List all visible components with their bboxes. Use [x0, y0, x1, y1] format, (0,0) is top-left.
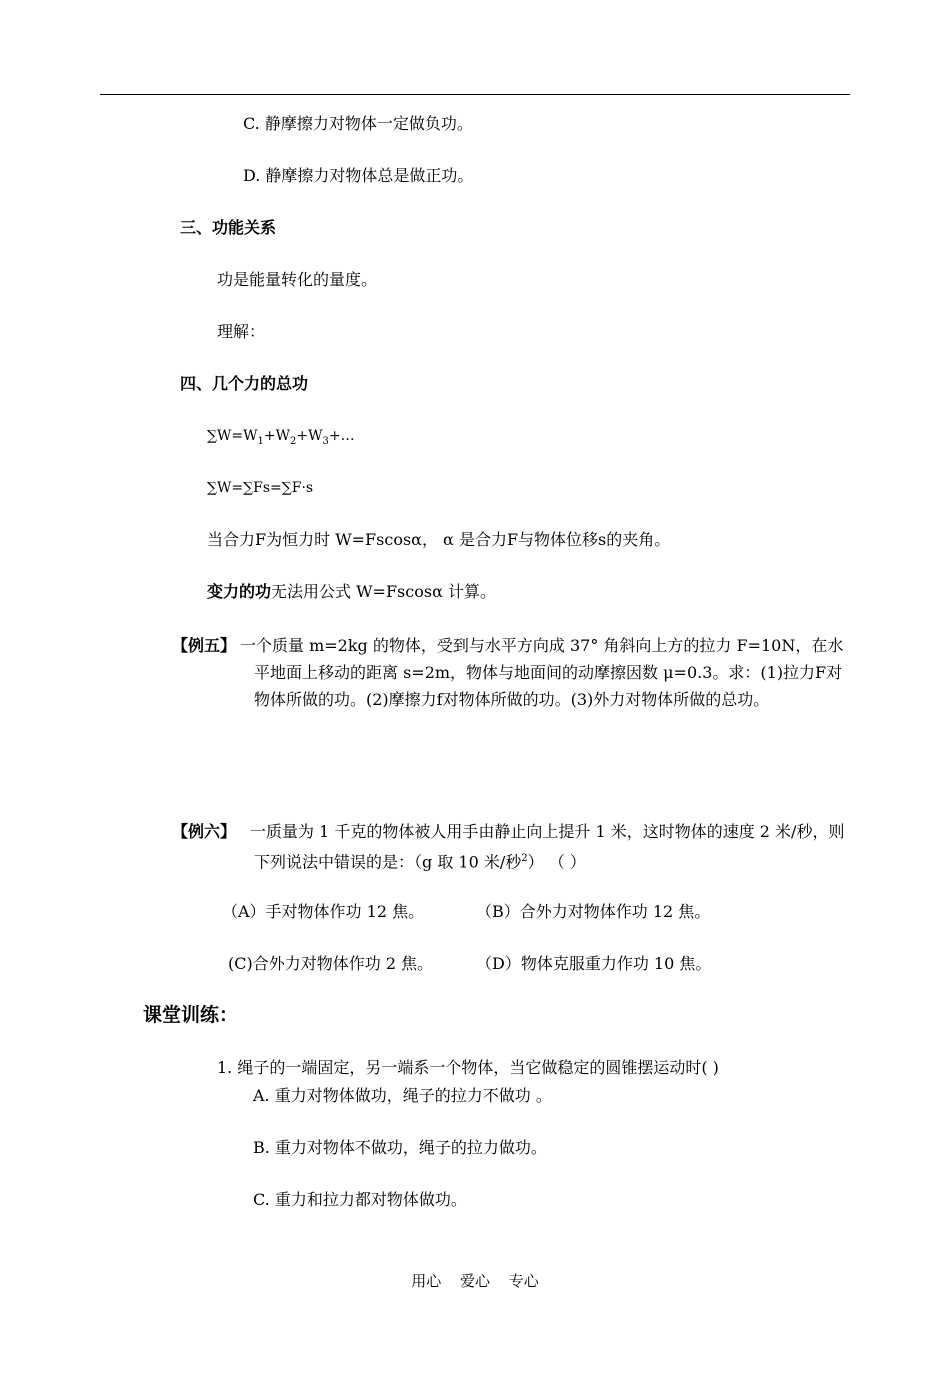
section-3-heading: 三、功能关系	[180, 218, 277, 237]
example-6-text: 一质量为 1 千克的物体被人用手由静止向上提升 1 米，这时物体的速度 2 米/秒，则下列说法中错误的是：（g 取 10 米/秒$^2$） （ ）	[250, 822, 845, 872]
example-6	[172, 818, 852, 875]
section-4-heading: 四、几个力的总功	[180, 374, 309, 393]
practice-option-c: C. 重力和拉力都对物体做功。	[253, 1190, 467, 1209]
practice-question-1: 1. 绳子的一端固定，另一端系一个物体，当它做稳定的圆锥摆运动时( )	[217, 1058, 719, 1077]
page-footer: 用心 爱心 专心	[411, 1272, 539, 1290]
practice-option-a: A. 重力对物体做功，绳子的拉力不做功 。	[253, 1086, 552, 1105]
option-d: D. 静摩擦力对物体总是做正功。	[243, 166, 474, 185]
section-3-line-1: 功是能量转化的量度。	[217, 270, 378, 289]
option-c: C. 静摩擦力对物体一定做负功。	[243, 114, 473, 133]
example-6-option-a: （A）手对物体作功 12 焦。	[222, 902, 425, 921]
section-4-line-4: 变力的功无法用公式 W=Fscosα 计算。	[207, 582, 496, 601]
sum-formula-1: $\sum W=W_1+W_2+W_3+\dots$	[207, 428, 355, 447]
example-6-option-b: （B）合外力对物体作功 12 焦。	[476, 902, 711, 921]
section-4-line-3: 当合力F为恒力时 W=Fscosα， α 是合力F与物体位移s的夹角。	[207, 530, 671, 549]
example-6-option-d: （D）物体克服重力作功 10 焦。	[476, 954, 712, 973]
example-5	[172, 632, 852, 713]
section-3-line-2: 理解：	[217, 322, 266, 341]
practice-heading: 课堂训练：	[143, 1004, 239, 1026]
example-6-tag: 【例六】	[172, 822, 237, 841]
header-rule	[100, 94, 850, 95]
example-5-tag: 【例五】	[172, 636, 237, 655]
example-5-text: 一个质量 m=2kg 的物体，受到与水平方向成 37° 角斜向上方的拉力 F=10N，在水平地面上移动的距离 s=2m，物体与地面间的动摩擦因数 μ=0.3。求：(1)拉力F对物体所做的功。(2)摩擦力f对物体所做的功。(3)外力对物体所做的总功。	[240, 636, 844, 709]
practice-option-b: B. 重力对物体不做功，绳子的拉力做功。	[253, 1138, 547, 1157]
example-6-option-c: (C)合外力对物体作功 2 焦。	[228, 954, 434, 973]
sum-formula-2: ∑W=∑Fs=∑F·s	[207, 480, 314, 496]
